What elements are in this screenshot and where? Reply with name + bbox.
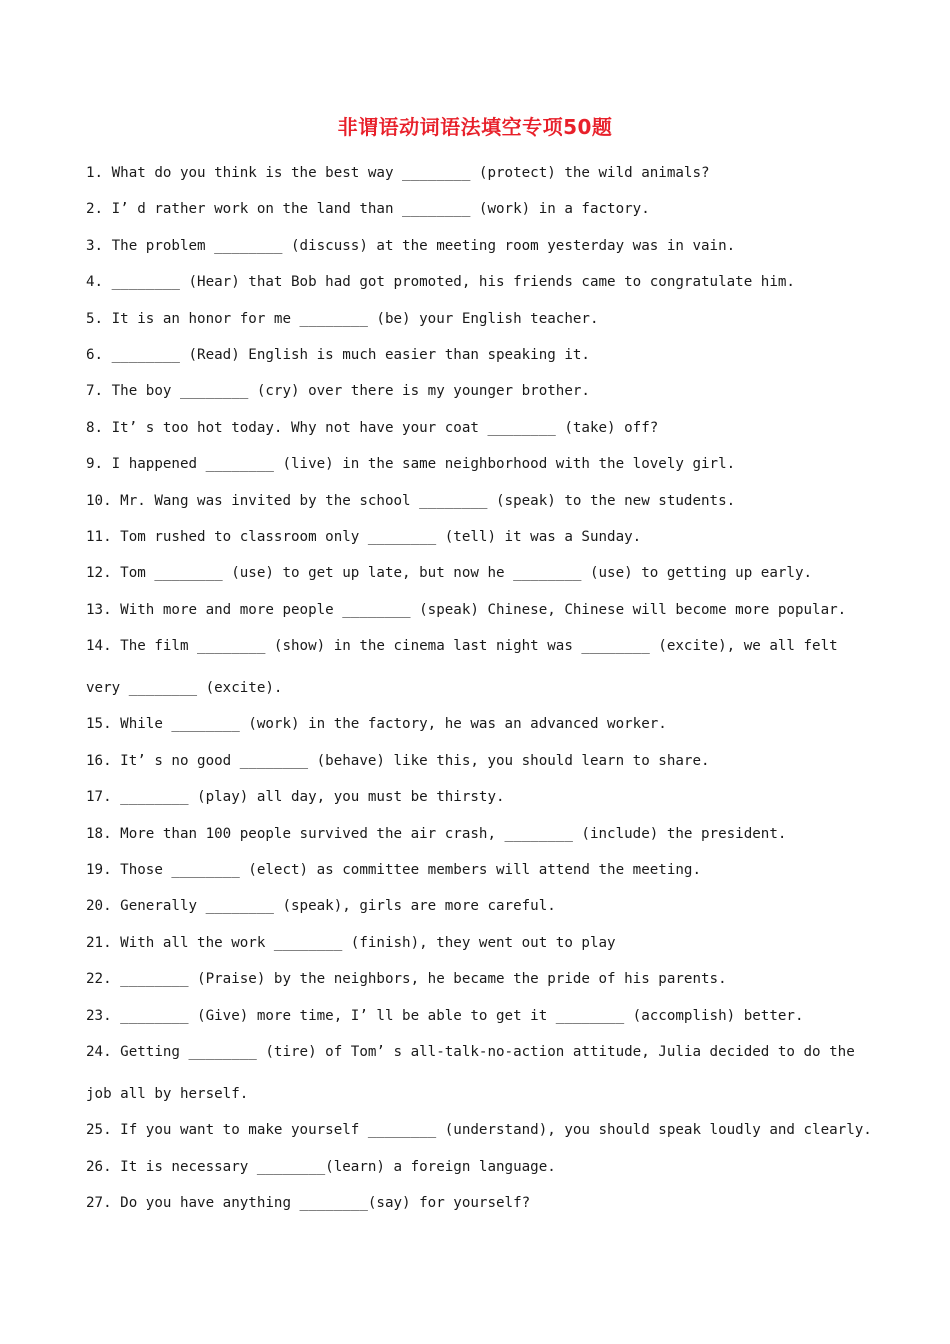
question-item: 13. With more and more people ________ (speak) Chinese, Chinese will become more popular. [86,601,847,618]
question-text: 24. Getting ________ (tire) of Tom’ s all-talk-no-action attitude, Julia decided to do the job all by herself. [86,1043,855,1102]
question-item: 20. Generally ________ (speak), girls are more careful. [86,898,556,915]
question-item: 11. Tom rushed to classroom only ________ (tell) it was a Sunday. [86,528,642,545]
question-item [86,1031,876,1115]
question-item: 12. Tom ________ (use) to get up late, but now he ________ (use) to getting up early. [86,565,813,582]
question-item: 4. ________ (Hear) that Bob had got promoted, his friends came to congratulate him. [86,274,795,291]
question-item: 21. With all the work ________ (finish), they went out to play [86,934,616,951]
page-title: 非谓语动词语法填空专项50题 [337,115,613,139]
question-item: 19. Those ________ (elect) as committee members will attend the meeting. [86,862,701,879]
question-item: 25. If you want to make yourself ________ (understand), you should speak loudly and clearly. [86,1122,872,1139]
question-item: 1. What do you think is the best way ________ (protect) the wild animals? [86,165,710,181]
question-item: 5. It is an honor for me ________ (be) your English teacher. [86,310,599,327]
question-list [86,163,876,1230]
question-item: 6. ________ (Read) English is much easier than speaking it. [86,346,590,363]
question-text: 14. The film ________ (show) in the cinema last night was ________ (excite), we all felt very ________ (excite). [86,638,838,697]
question-item: 2. I’ d rather work on the land than ________ (work) in a factory. [86,201,650,218]
question-item: 26. It is necessary ________(learn) a foreign language. [86,1158,556,1175]
question-item: 15. While ________ (work) in the factory, he was an advanced worker. [86,716,667,733]
question-item: 23. ________ (Give) more time, I’ ll be able to get it ________ (accomplish) better. [86,1007,804,1024]
question-item [86,625,876,709]
question-item: 7. The boy ________ (cry) over there is my younger brother. [86,383,590,400]
question-item: 17. ________ (play) all day, you must be thirsty. [86,789,505,806]
question-item: 3. The problem ________ (discuss) at the meeting room yesterday was in vain. [86,237,736,254]
question-item: 10. Mr. Wang was invited by the school ________ (speak) to the new students. [86,492,736,509]
question-item: 27. Do you have anything ________(say) for yourself? [86,1195,531,1212]
question-item: 22. ________ (Praise) by the neighbors, he became the pride of his parents. [86,971,727,988]
question-item: 16. It’ s no good ________ (behave) like this, you should learn to share. [86,752,710,769]
question-item: 8. It’ s too hot today. Why not have your coat ________ (take) off? [86,419,659,436]
question-item: 9. I happened ________ (live) in the same neighborhood with the lovely girl. [86,456,736,473]
question-item: 18. More than 100 people survived the air crash, ________ (include) the president. [86,825,787,842]
